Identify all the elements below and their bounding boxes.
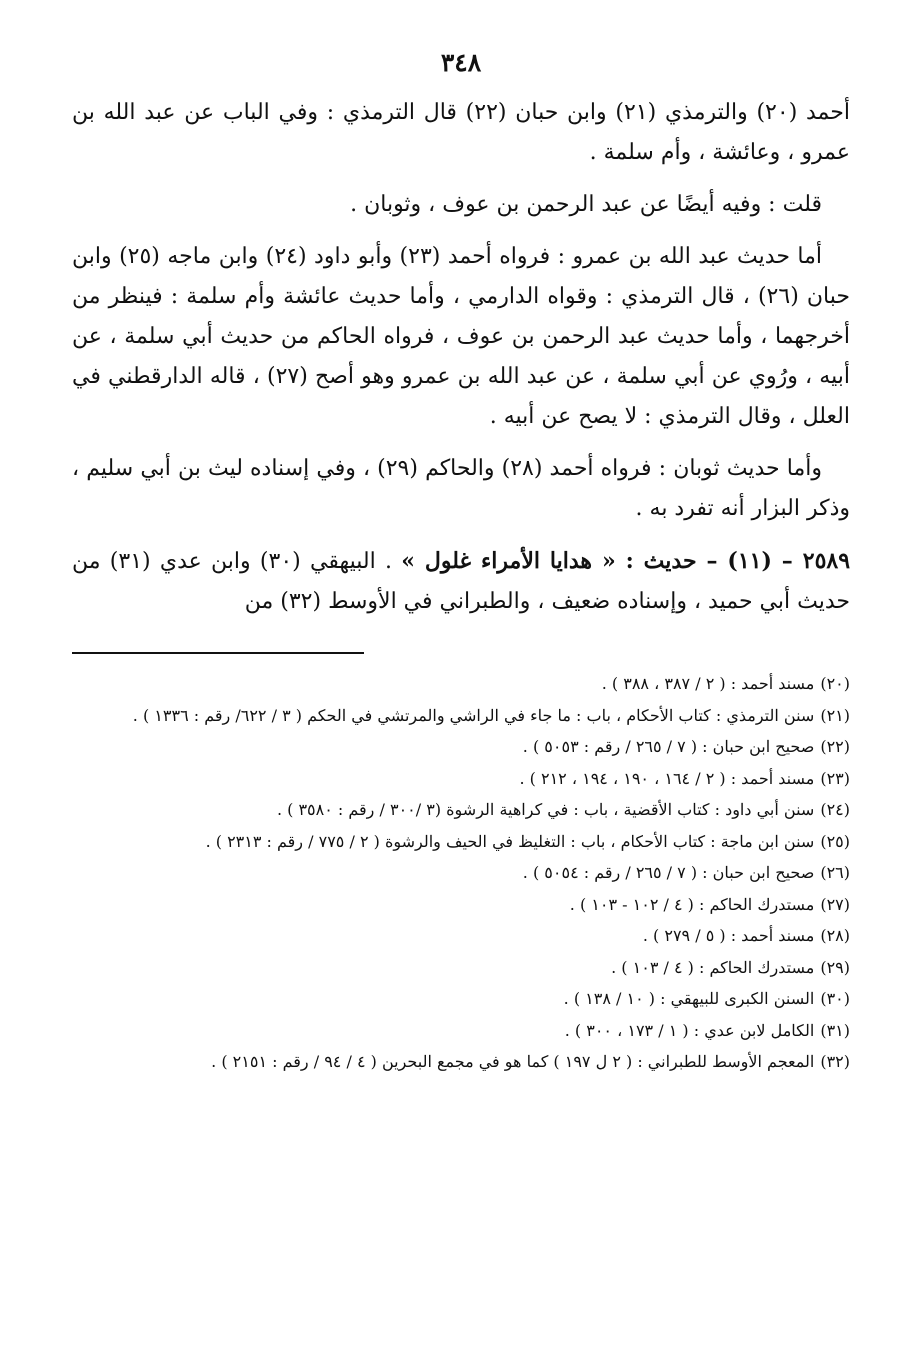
paragraph: أحمد (٢٠) والترمذي (٢١) وابن حبان (٢٢) قال الترمذي : وفي الباب عن عبد الله بن عمرو ، وعائشة ، وأم سلمة . <box>72 100 850 165</box>
footnote-number: (٢٠) <box>820 674 850 693</box>
footnote-text: مسند أحمد : ( ٢ / ١٦٤ ، ١٩٠ ، ١٩٤ ، ٢١٢ ) . <box>519 768 815 788</box>
footnote-text: سنن الترمذي : كتاب الأحكام ، باب : ما جاء في الراشي والمرتشي في الحكم ( ٣ / ٦٢٢/ رقم : ١٣٣٦ ) . <box>132 705 815 725</box>
footnote <box>72 920 850 952</box>
paragraph: أما حديث عبد الله بن عمرو : فرواه أحمد (٢٣) وأبو داود (٢٤) وابن ماجه (٢٥) وابن حبان (٢٦) ، قال الترمذي : وقواه الدارمي ، وأما حديث عائشة وأم سلمة : فينظر من أخرجهما ، وأما حديث عبد الرحمن بن عوف ، فرواه الحاكم من حديث أبي سلمة ، عن أبيه ، ورُوي عن أبي سلمة ، عن عبد الله بن عمرو وهو أصح (٢٧) ، قاله الدارقطني في العلل ، وقال الترمذي : لا يصح عن أبيه . <box>72 244 850 429</box>
footnote-text: صحيح ابن حبان : ( ٧ / ٢٦٥ / رقم : ٥٠٥٣ ) . <box>522 737 815 756</box>
footnote <box>72 826 850 858</box>
footnote <box>72 1046 850 1078</box>
footnote-number: (٢٤) <box>820 800 850 819</box>
footnote-text: السنن الكبرى للبيهقي : ( ١٠ / ١٣٨ ) . <box>563 989 815 1008</box>
footnote-number: (٢٩) <box>820 957 850 977</box>
footnote-text: مستدرك الحاكم : ( ٤ / ١٠٢ - ١٠٣ ) . <box>569 894 815 914</box>
footnote-number: (٣٢) <box>820 1052 850 1071</box>
footnote-text: سنن أبي داود : كتاب الأقضية ، باب : في كراهية الرشوة (٣ /٣٠٠ / رقم : ٣٥٨٠ ) . <box>276 800 815 819</box>
paragraph: قلت : وفيه أيضًا عن عبد الرحمن بن عوف ، وثوبان . <box>350 192 822 217</box>
footnote-divider <box>72 652 364 654</box>
main-text <box>72 93 850 622</box>
footnote <box>72 794 850 826</box>
page-number: ٣٤٨ <box>440 48 482 77</box>
footnote-text: سنن ابن ماجة : كتاب الأحكام ، باب : التغليظ في الحيف والرشوة ( ٢ / ٧٧٥ / رقم : ٢٣١٣ ) . <box>205 831 815 851</box>
hadith-paragraph <box>72 541 850 622</box>
footnote <box>72 763 850 795</box>
footnote-number: (٢٢) <box>820 737 850 756</box>
footnote-text: مسند أحمد : ( ٥ / ٢٧٩ ) . <box>642 926 815 945</box>
footnote <box>72 668 850 700</box>
footnote <box>72 889 850 921</box>
footnote <box>72 731 850 763</box>
footnote <box>72 1015 850 1047</box>
footnote-text: مسند أحمد : ( ٢ / ٣٨٧ ، ٣٨٨ ) . <box>601 674 815 693</box>
footnote-number: (٢٦) <box>820 863 850 882</box>
footnote <box>72 952 850 984</box>
footnote-number: (٣٠) <box>820 989 850 1008</box>
footnote-number: (٢١) <box>820 705 850 725</box>
hadith-heading: ٢٥٨٩ – (١١) – حديث : « هدايا الأمراء غلول » <box>401 548 851 574</box>
footnote-text: المعجم الأوسط للطبراني : ( ٢ ل ١٩٧ ) كما هو في مجمع البحرين ( ٤ / ٩٤ / رقم : ٢١٥١ ) . <box>211 1052 815 1071</box>
footnote <box>72 700 850 732</box>
footnote-text: صحيح ابن حبان : ( ٧ / ٢٦٥ / رقم : ٥٠٥٤ ) . <box>522 863 815 882</box>
footnote-number: (٣١) <box>820 1020 850 1040</box>
footnote-text: الكامل لابن عدي : ( ١ / ١٧٣ ، ٣٠٠ ) . <box>564 1020 815 1040</box>
footnote-number: (٢٧) <box>820 894 850 914</box>
footnote <box>72 857 850 889</box>
paragraph: وأما حديث ثوبان : فرواه أحمد (٢٨) والحاكم (٢٩) ، وفي إسناده ليث بن أبي سليم ، وذكر البزار أنه تفرد به . <box>72 456 850 521</box>
footnote-number: (٢٣) <box>820 768 850 788</box>
footnote-number: (٢٥) <box>820 831 850 851</box>
book-page <box>72 48 850 1078</box>
hadith-text: . البيهقي (٣٠) وابن عدي (٣١) من حديث أبي حميد ، وإسناده ضعيف ، والطبراني في الأوسط (٣٢) من <box>72 549 850 614</box>
footnote-text: مستدرك الحاكم : ( ٤ / ١٠٣ ) . <box>611 957 815 977</box>
footnote-number: (٢٨) <box>820 926 850 945</box>
footnote <box>72 983 850 1015</box>
footnotes <box>72 668 850 1078</box>
